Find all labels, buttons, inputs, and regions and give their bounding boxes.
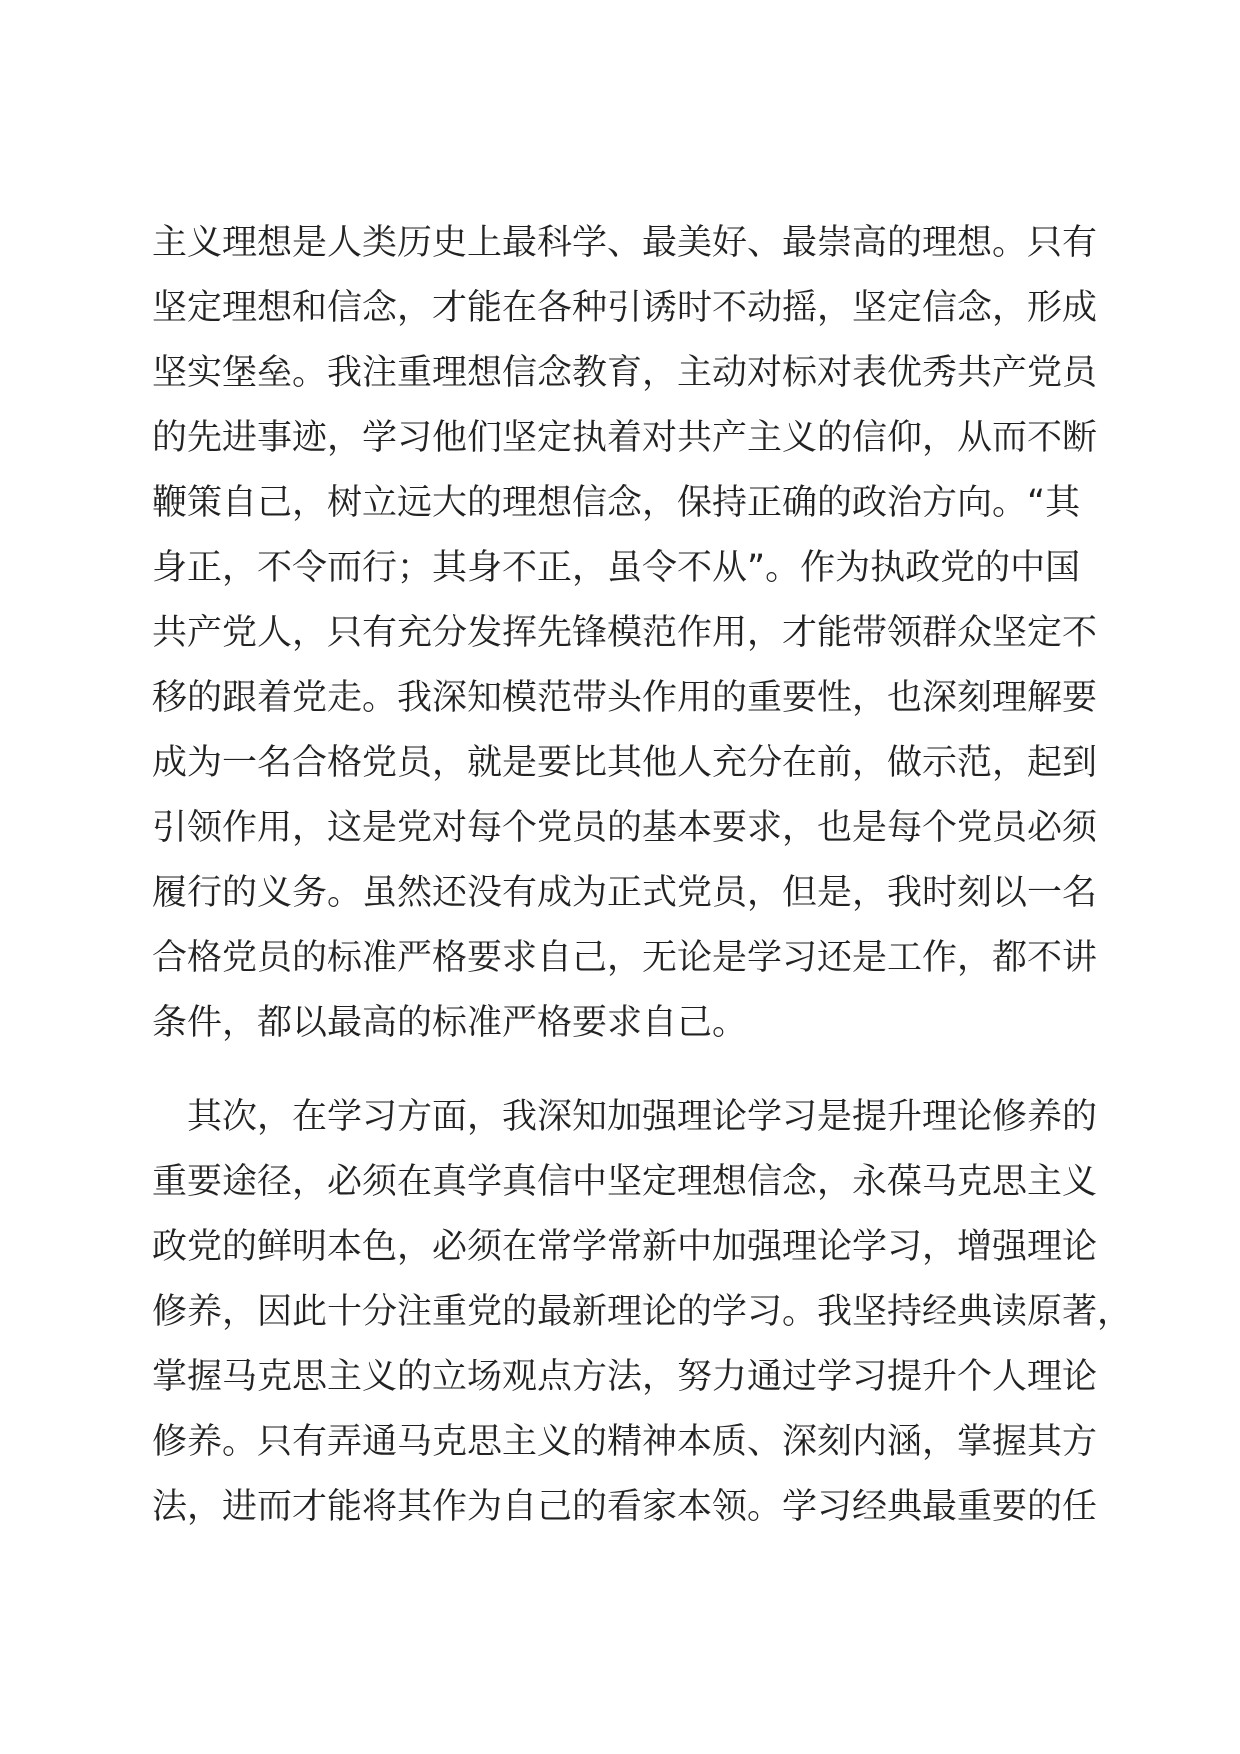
text-line: 引领作用，这是党对每个党员的基本要求，也是每个党员必须: [152, 808, 1098, 848]
text-line: 坚实堡垒。我注重理想信念教育，主动对标对表优秀共产党员: [152, 353, 1098, 393]
paragraph-1: [152, 211, 1098, 1056]
text-line: 合格党员的标准严格要求自己，无论是学习还是工作，都不讲: [152, 938, 1098, 978]
text-line: 坚定理想和信念，才能在各种引诱时不动摇，坚定信念，形成: [152, 288, 1098, 328]
text-line: 政党的鲜明本色，必须在常学常新中加强理论学习，增强理论: [152, 1227, 1098, 1267]
text-line: 条件，都以最高的标准严格要求自己。: [152, 1003, 748, 1043]
text-line: 重要途径，必须在真学真信中坚定理想信念，永葆马克思主义: [152, 1162, 1098, 1202]
text-line: 共产党人，只有充分发挥先锋模范作用，才能带领群众坚定不: [152, 613, 1098, 653]
text-line: 移的跟着党走。我深知模范带头作用的重要性，也深刻理解要: [152, 678, 1098, 718]
text-line: 修养。只有弄通马克思主义的精神本质、深刻内涵，掌握其方: [152, 1422, 1098, 1462]
text-line: 的先进事迹，学习他们坚定执着对共产主义的信仰，从而不断: [152, 418, 1098, 458]
text-line: 履行的义务。虽然还没有成为正式党员，但是，我时刻以一名: [152, 873, 1098, 913]
text-line: 其次，在学习方面，我深知加强理论学习是提升理论修养的: [152, 1097, 1098, 1137]
paragraph-2: [152, 1085, 1133, 1540]
text-line: 身正，不令而行；其身不正，虽令不从”。作为执政党的中国: [152, 548, 1081, 588]
text-line: 鞭策自己，树立远大的理想信念，保持正确的政治方向。“其: [152, 483, 1081, 523]
text-line: 法，进而才能将其作为自己的看家本领。学习经典最重要的任: [152, 1487, 1098, 1527]
text-line: 掌握马克思主义的立场观点方法，努力通过学习提升个人理论: [152, 1357, 1098, 1397]
text-line: 成为一名合格党员，就是要比其他人充分在前，做示范，起到: [152, 743, 1098, 783]
text-line: 修养，因此十分注重党的最新理论的学习。我坚持经典读原著，: [152, 1292, 1133, 1332]
text-line: 主义理想是人类历史上最科学、最美好、最崇高的理想。只有: [152, 223, 1098, 263]
